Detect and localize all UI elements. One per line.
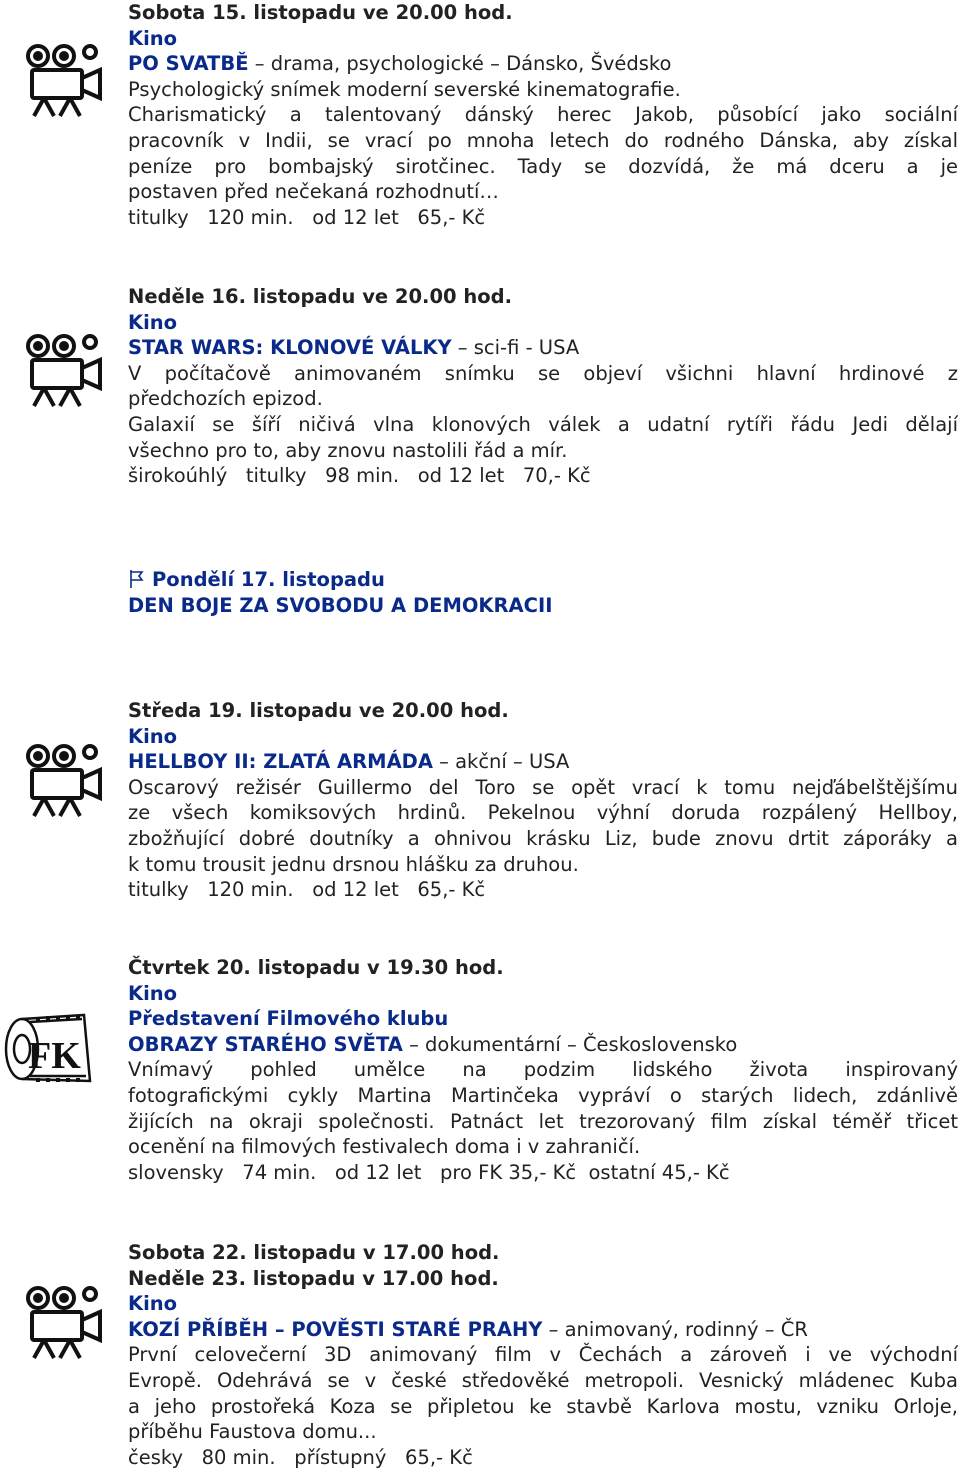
event-genre: – animovaný, rodinný – ČR <box>542 1317 808 1341</box>
film-camera-icon <box>20 332 110 410</box>
event-club: Představení Filmového klubu <box>128 1007 449 1031</box>
event-genre: – akční – USA <box>432 750 570 774</box>
film-camera-icon <box>20 742 110 820</box>
event-description-line: Galaxií se šíří ničivá vlna klonových válek a udatní rytíři řádu Jedi dělají <box>128 412 958 436</box>
event-title: KOZÍ PŘÍBĚH – POVĚSTI STARÉ PRAHY <box>128 1317 543 1341</box>
event-description-line: ocenění na filmových festivalech doma i v zahraničí. <box>128 1135 641 1159</box>
event-description-line: a jeho prostořeká Koza se připletou ke stavbě Karlova mostu, vzniku Orloje, <box>128 1394 958 1418</box>
event-venue: Kino <box>128 981 178 1005</box>
event-description-line: Charismatický a talentovaný dánský herec Jakob, působící jako sociální <box>128 103 958 127</box>
event-genre: – dokumentární – Československo <box>402 1032 738 1056</box>
event-title: STAR WARS: KLONOVÉ VÁLKY <box>128 336 452 360</box>
event-description-line: ze všech komiksových hrdinů. Pekelnou výhní doruda rozpálený Hellboy, <box>128 801 958 825</box>
event-description-line: všechno pro to, aby znovu nastolili řád a mír. <box>128 438 568 462</box>
svg-text:FK: FK <box>28 1035 81 1077</box>
event-description-line: postaven před nečekaná rozhodnutí… <box>128 180 499 204</box>
event-ctvrtek-20 <box>128 955 958 1185</box>
holiday-date: Pondělí 17. listopadu <box>152 568 385 591</box>
event-venue: Kino <box>128 1292 178 1316</box>
event-nedele-16 <box>128 284 958 489</box>
event-sobota-22 <box>128 1240 958 1470</box>
event-date: Sobota 15. listopadu ve 20.00 hod. <box>128 1 513 24</box>
event-description-line: Oscarový režisér Guillermo del Toro se opět vrací k tomu nejďábelštějšímu <box>128 775 958 799</box>
event-title: OBRAZY STARÉHO SVĚTA <box>128 1032 403 1056</box>
event-description-line: Vnímavý pohled umělce na podzim lidského života inspirovaný <box>128 1058 958 1082</box>
event-description-line: Psychologický snímek moderní severské kinematografie. <box>128 77 681 101</box>
film-camera-icon <box>20 1284 110 1362</box>
event-description-line: Evropě. Odehrává se v české středověké metropoli. Vesnický mládenec Kuba <box>128 1368 958 1392</box>
event-info: slovensky 74 min. od 12 let pro FK 35,- Kč ostatní 45,- Kč <box>128 1160 730 1184</box>
event-description-line: pracovník v Indii, se vrací po mnoha letech do rodného Dánska, aby získal <box>128 128 958 152</box>
event-genre: – sci-fi - USA <box>451 336 580 360</box>
flag-icon <box>128 569 146 589</box>
event-date: Středa 19. listopadu ve 20.00 hod. <box>128 699 509 722</box>
event-genre: – drama, psychologické – Dánsko, Švédsko <box>248 52 672 76</box>
event-description-line: zbožňující dobré doutníky a ohnivou krásku Liz, bude znovu drtit záporáky a <box>128 826 958 850</box>
event-date: Sobota 22. listopadu v 17.00 hod. <box>128 1241 500 1264</box>
event-description-line: První celovečerní 3D animovaný film v Čechách a zároveň i ve východní <box>128 1343 958 1367</box>
event-description-line: fotografickými cykly Martina Martinčeka vypráví o starých lidech, zdánlivě <box>128 1083 958 1107</box>
event-description-line: žijících na okraji společnosti. Patnáct let trezorovaný film získal téměř třicet <box>128 1109 958 1133</box>
event-date-2: Neděle 23. listopadu v 17.00 hod. <box>128 1266 499 1290</box>
event-date: Neděle 16. listopadu ve 20.00 hod. <box>128 285 513 308</box>
event-venue: Kino <box>128 310 178 334</box>
event-description-line: příběhu Faustova domu... <box>128 1420 377 1444</box>
event-info: titulky 120 min. od 12 let 65,- Kč <box>128 205 486 229</box>
fk-film-club-logo <box>2 1012 94 1086</box>
holiday-title: DEN BOJE ZA SVOBODU A DEMOKRACII <box>128 593 553 617</box>
event-info: titulky 120 min. od 12 let 65,- Kč <box>128 878 486 902</box>
event-title: HELLBOY II: ZLATÁ ARMÁDA <box>128 750 433 774</box>
event-streda-19 <box>128 698 958 903</box>
event-date: Čtvrtek 20. listopadu v 19.30 hod. <box>128 956 504 979</box>
event-description-line: V počítačově animovaném snímku se objeví všichni hlavní hrdinové z <box>128 361 958 385</box>
event-sobota-15 <box>128 0 958 230</box>
event-description-line: předchozích epizod. <box>128 387 323 411</box>
holiday-block <box>128 567 958 618</box>
event-description-line: k tomu trousit jednu drsnou hlášku za druhou. <box>128 852 579 876</box>
event-title: PO SVATBĚ <box>128 52 249 76</box>
event-info: širokoúhlý titulky 98 min. od 12 let 70,- Kč <box>128 464 591 488</box>
film-camera-icon <box>20 42 110 120</box>
event-venue: Kino <box>128 724 178 748</box>
event-info: česky 80 min. přístupný 65,- Kč <box>128 1445 473 1469</box>
event-description-line: peníze pro bombajský sirotčinec. Tady se dozvídá, že má dceru a je <box>128 154 958 178</box>
event-venue: Kino <box>128 26 178 50</box>
